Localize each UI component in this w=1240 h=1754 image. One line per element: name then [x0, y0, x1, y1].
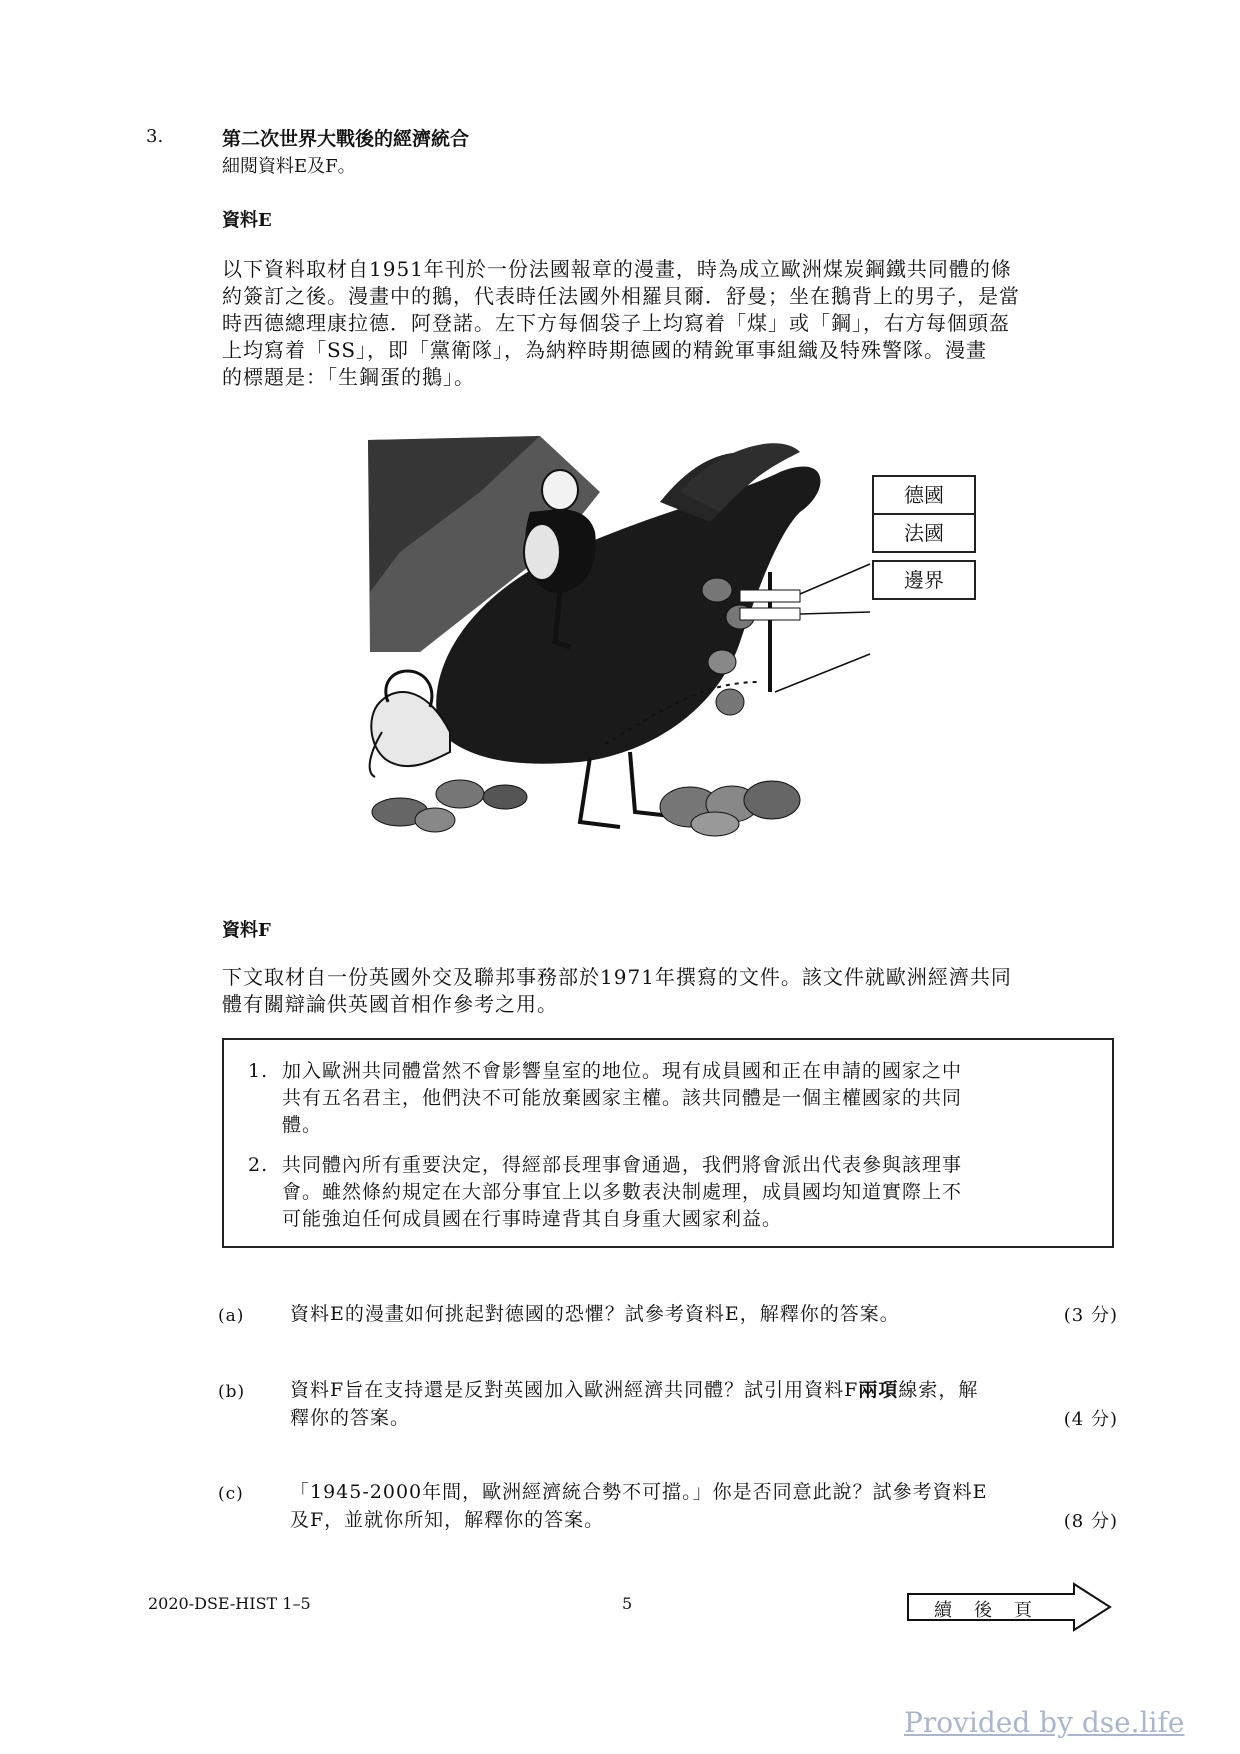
source-f-description: [222, 964, 1122, 1018]
source-e-label: 資料E: [222, 210, 272, 231]
question-b-text: [290, 1376, 1130, 1432]
source-f-line: 下文取材自一份英國外交及聯邦事務部於1971年撰寫的文件。該文件就歐洲經濟共同: [222, 965, 1012, 989]
goose-cartoon: [360, 432, 1110, 837]
question-b-text-pre: 資料F旨在支持還是反對英國加入歐洲經濟共同體？試引用資料F: [290, 1379, 859, 1401]
source-f-box: [222, 1038, 1114, 1248]
question-c-line: 及F，並就你所知，解釋你的答案。: [290, 1509, 605, 1531]
question-b-line: 釋你的答案。: [290, 1407, 411, 1429]
question-b-bold: 兩項: [858, 1379, 899, 1401]
item-line: 共同體內所有重要決定，得經部長理事會通過，我們將會派出代表參與該理事: [282, 1154, 963, 1176]
cartoon-label-germany: 德國: [872, 475, 976, 515]
item-text: [282, 1058, 1082, 1139]
source-e-line: 的標題是：「生鋼蛋的鵝」。: [222, 365, 475, 389]
item-line: 共有五名君主，他們決不可能放棄國家主權。該共同體是一個主權國家的共同: [282, 1087, 963, 1109]
question-c-text: [290, 1478, 1130, 1534]
question-a-marks: (3 分): [1063, 1305, 1118, 1326]
source-e-line: 以下資料取材自1951年刊於一份法國報章的漫畫，時為成立歐洲煤炭鋼鐵共同體的條: [222, 257, 1012, 281]
question-b-text-post: 線索，解: [898, 1379, 979, 1401]
question-c-line: 「1945-2000年間，歐洲經濟統合勢不可擋。」你是否同意此說？試參考資料E: [290, 1481, 988, 1503]
question-number: 3.: [146, 126, 164, 147]
question-c-label: (c): [218, 1484, 244, 1504]
cartoon-label-france: 法國: [872, 513, 976, 553]
source-e-line: 時西德總理康拉德．阿登諾。左下方每個袋子上均寫着「煤」或「鋼」，右方每個頭盔: [222, 311, 1010, 335]
page-number: 5: [622, 1594, 633, 1613]
item-line: 體。: [282, 1114, 323, 1136]
watermark-link[interactable]: Provided by dse.life: [904, 1706, 1185, 1739]
question-b-line: [290, 1376, 1130, 1404]
source-f-line: 體有關辯論供英國首相作參考之用。: [222, 992, 558, 1016]
paper-code: 2020-DSE-HIST 1–5: [148, 1594, 311, 1613]
item-text: [282, 1152, 1082, 1233]
source-e-line: 約簽訂之後。漫畫中的鵝，代表時任法國外相羅貝爾．舒曼；坐在鵝背上的男子，是當: [222, 284, 1020, 308]
source-e-description: [222, 256, 1122, 391]
question-c-marks: (8 分): [1063, 1511, 1118, 1532]
question-b-marks: (4 分): [1063, 1409, 1118, 1430]
question-instruction: 細閱資料E及F。: [222, 156, 356, 177]
question-title: 第二次世界大戰後的經濟統合: [222, 128, 470, 150]
item-line: 會。雖然條約規定在大部分事宜上以多數表決制處理，成員國均知道實際上不: [282, 1181, 963, 1203]
question-a-text: 資料E的漫畫如何挑起對德國的恐懼？試參考資料E，解釋你的答案。: [290, 1303, 900, 1325]
item-line: 可能強迫任何成員國在行事時違背其自身重大國家利益。: [282, 1208, 783, 1230]
source-e-line: 上均寫着「SS」，即「黨衛隊」，為納粹時期德國的精銳軍事組織及特殊警隊。漫畫: [222, 338, 988, 362]
source-f-label: 資料F: [222, 920, 271, 941]
item-number: 2.: [248, 1154, 269, 1176]
item-line: 加入歐洲共同體當然不會影響皇室的地位。現有成員國和正在申請的國家之中: [282, 1060, 963, 1082]
continue-label: 續 後 頁: [934, 1600, 1034, 1621]
question-a-label: (a): [218, 1306, 245, 1326]
cartoon-label-border: 邊界: [872, 560, 976, 600]
question-b-label: (b): [218, 1382, 246, 1402]
item-number: 1.: [248, 1060, 269, 1082]
